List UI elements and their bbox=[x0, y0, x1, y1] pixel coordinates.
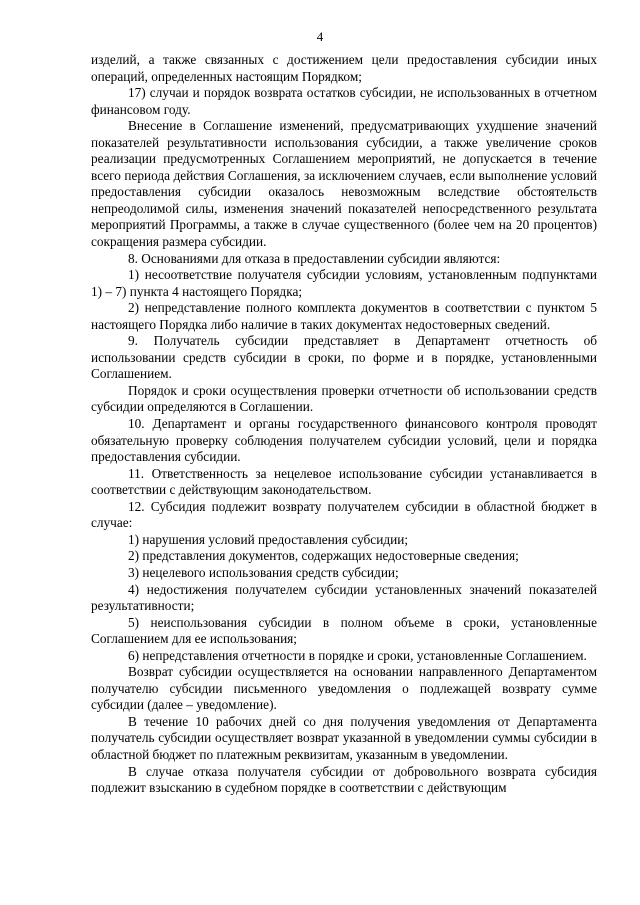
paragraph: изделий, а также связанных с достижением цели предоставления субсидии иных операций, определенных настоящим Порядком; bbox=[91, 52, 597, 84]
paragraph: 2) представления документов, содержащих недостоверные сведения; bbox=[128, 548, 519, 564]
document-body bbox=[91, 52, 597, 797]
page-number: 4 bbox=[316, 29, 324, 44]
paragraph: 8. Основаниями для отказа в предоставлении субсидии являются: bbox=[128, 250, 501, 266]
paragraph: В течение 10 рабочих дней со дня получения уведомления от Департамента получатель субсидии осуществляет возврат указанной в уведомлении суммы субсидии в областной бюджет по платежным реквизитам, указанным в уведомлении. bbox=[91, 713, 597, 762]
paragraph: 2) непредставление полного комплекта документов в соответствии с пунктом 5 настоящего Порядка либо наличие в таких документах недостоверных сведений. bbox=[91, 300, 597, 332]
paragraph: 12. Субсидия подлежит возврату получателем субсидии в областной бюджет в случае: bbox=[91, 498, 597, 531]
paragraph: Внесение в Соглашение изменений, предусматривающих ухудшение значений показателей результативности использования субсидии, а также увеличение сроков реализации предусмотренных Соглашением мероприятий, не допускается в течение всего периода действия Соглашения, за исключением случаев, если выполнение условий предоставления субсидии оказалось невозможным вследствие обстоятельств непреодолимой силы, изменения значений показателей непосредственного результата мероприятий Программы, а также в случае существенного (более чем на 20 процентов) сокращения размера субсидии. bbox=[91, 118, 597, 250]
paragraph: 6) непредставления отчетности в порядке и сроки, установленные Соглашением. bbox=[128, 647, 587, 663]
paragraph: 1) нарушения условий предоставления субсидии; bbox=[128, 531, 409, 547]
paragraph: 1) несоответствие получателя субсидии условиям, установленным подпунктами 1) – 7) пункта 4 настоящего Порядка; bbox=[91, 267, 597, 299]
paragraph: 11. Ответственность за нецелевое использование субсидии устанавливается в соответствии с действующим законодательством. bbox=[91, 465, 597, 498]
paragraph: Порядок и сроки осуществления проверки отчетности об использовании средств субсидии определяются в Соглашении. bbox=[91, 382, 597, 415]
paragraph: 17) случаи и порядок возврата остатков субсидии, не использованных в отчетном финансовом году. bbox=[91, 85, 597, 117]
paragraph: 5) неиспользования субсидии в полном объеме в сроки, установленные Соглашением для ее использования; bbox=[91, 614, 597, 647]
paragraph: 4) недостижения получателем субсидии установленных значений показателей результативности; bbox=[91, 581, 597, 614]
paragraph: 10. Департамент и органы государственного финансового контроля проводят обязательную проверку соблюдения получателем субсидии условий, цели и порядка предоставления субсидии. bbox=[91, 416, 597, 465]
paragraph: 3) нецелевого использования средств субсидии; bbox=[128, 564, 399, 580]
paragraph: 9. Получатель субсидии представляет в Департамент отчетность об использовании средств субсидии в сроки, по форме и в порядке, установленными Соглашением. bbox=[91, 333, 597, 382]
paragraph: Возврат субсидии осуществляется на основании направленного Департаментом получателю субсидии письменного уведомления о подлежащей возврату сумме субсидии (далее – уведомление). bbox=[91, 664, 597, 713]
paragraph: В случае отказа получателя субсидии от добровольного возврата субсидия подлежит взысканию в судебном порядке в соответствии с действующим bbox=[91, 763, 597, 796]
